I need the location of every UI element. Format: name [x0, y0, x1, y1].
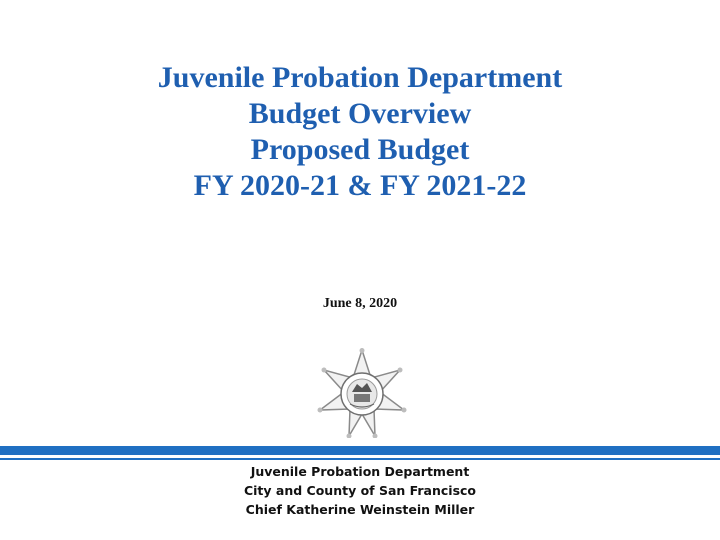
title-line-fiscal-years: FY 2020-21 & FY 2021-22: [193, 169, 527, 202]
footer-divider-thick: [0, 446, 720, 455]
footer-city-county: City and County of San Francisco: [243, 483, 477, 498]
footer-credits: [0, 462, 720, 519]
slide-title: [0, 60, 720, 204]
badge-icon: [314, 348, 410, 438]
title-line-department: Juvenile Probation Department: [157, 61, 563, 94]
footer-department: Juvenile Probation Department: [250, 464, 470, 479]
presentation-date: June 8, 2020: [322, 296, 398, 311]
title-line-proposed: Proposed Budget: [250, 133, 470, 166]
footer-divider-thin: [0, 458, 720, 460]
title-line-overview: Budget Overview: [248, 97, 472, 130]
footer-chief: Chief Katherine Weinstein Miller: [245, 502, 475, 517]
